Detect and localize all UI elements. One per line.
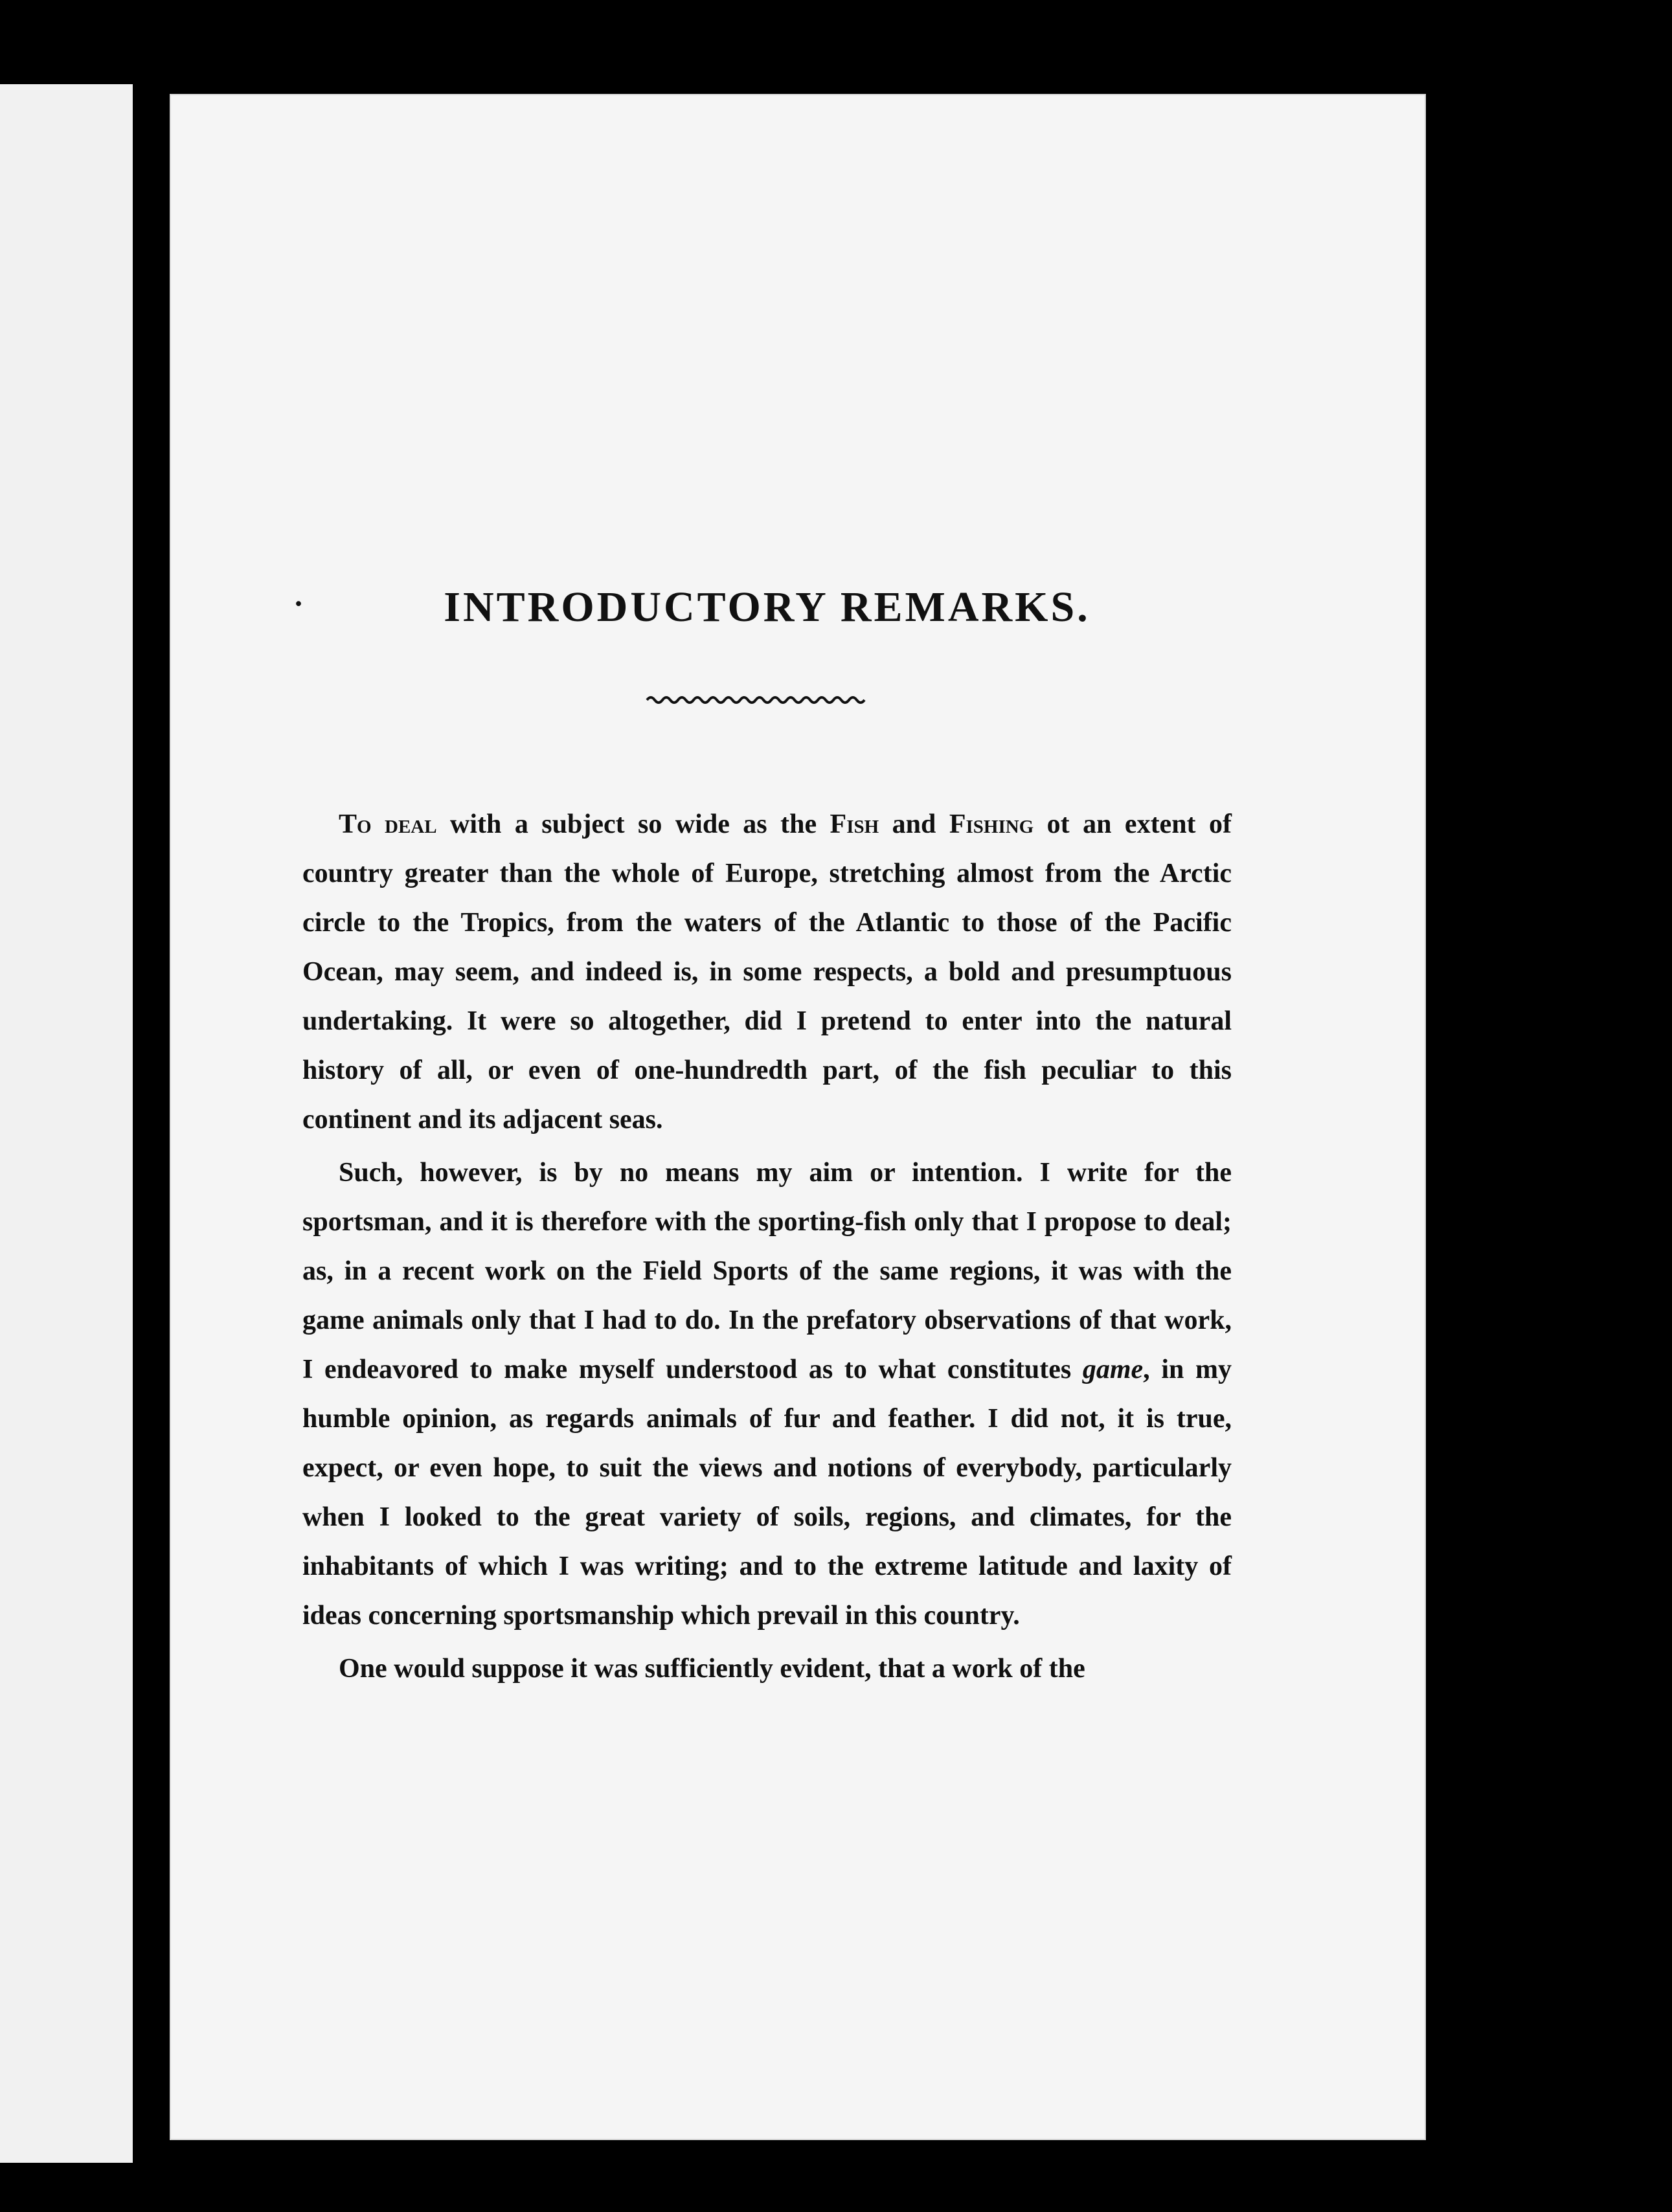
body-text — [302, 800, 1232, 1697]
wavy-rule-ornament — [646, 691, 869, 709]
page-title: INTRODUCTORY REMARKS. — [444, 583, 1090, 631]
stray-dot-mark: · — [293, 587, 304, 621]
page-content — [293, 94, 1232, 2140]
paragraph-3-text-a: One would suppose it was sufficiently evident, that a work of the — [339, 1654, 1085, 1684]
paragraph-2 — [302, 1148, 1232, 1640]
paragraph-3 — [302, 1644, 1232, 1693]
book-page — [170, 94, 1426, 2140]
drop-lead: To deal — [339, 809, 437, 839]
previous-page-edge — [0, 84, 133, 2163]
paragraph-2-text-b: , in my humble opinion, as regards animals of fur and feather. I did not, it is true, expect, or even hope, to suit the views and notions of everybody, particularly when I looked to the great variety of soils, regions, and climates, for the inhabitants of which I was writing; and to the extreme latitude and laxity of ideas concerning sportsmanship which prevail in this country. — [302, 1355, 1232, 1631]
paragraph-1-text-b: and — [879, 809, 949, 839]
italic-game: game — [1082, 1355, 1144, 1384]
paragraph-1-text-a: with a subject so wide as the — [436, 809, 830, 839]
paragraph-1 — [302, 800, 1232, 1144]
paragraph-2-text-a: Such, however, is by no means my aim or intention. I write for the sportsman, and it is therefore with the sporting-fish only that I propose to deal; as, in a recent work on the Field Sports of the same regions, it was with the game animals only that I had to do. In the prefatory observations of that work, I endeavored to make myself understood as to what constitutes — [302, 1158, 1232, 1384]
small-caps-fishing: Fishing — [949, 809, 1034, 839]
paragraph-1-text-c: ot an extent of country greater than the whole of Europe, stretching almost from the Arctic circle to the Tropics, from the waters of the Atlantic to those of the Pacific Ocean, may seem, and indeed is, in some respects, a bold and presumptuous undertaking. It were so altogether, did I pretend to enter into the natural history of all, or even of one-hundredth part, of the fish peculiar to this continent and its adjacent seas. — [302, 809, 1232, 1134]
small-caps-fish: Fish — [830, 809, 879, 839]
